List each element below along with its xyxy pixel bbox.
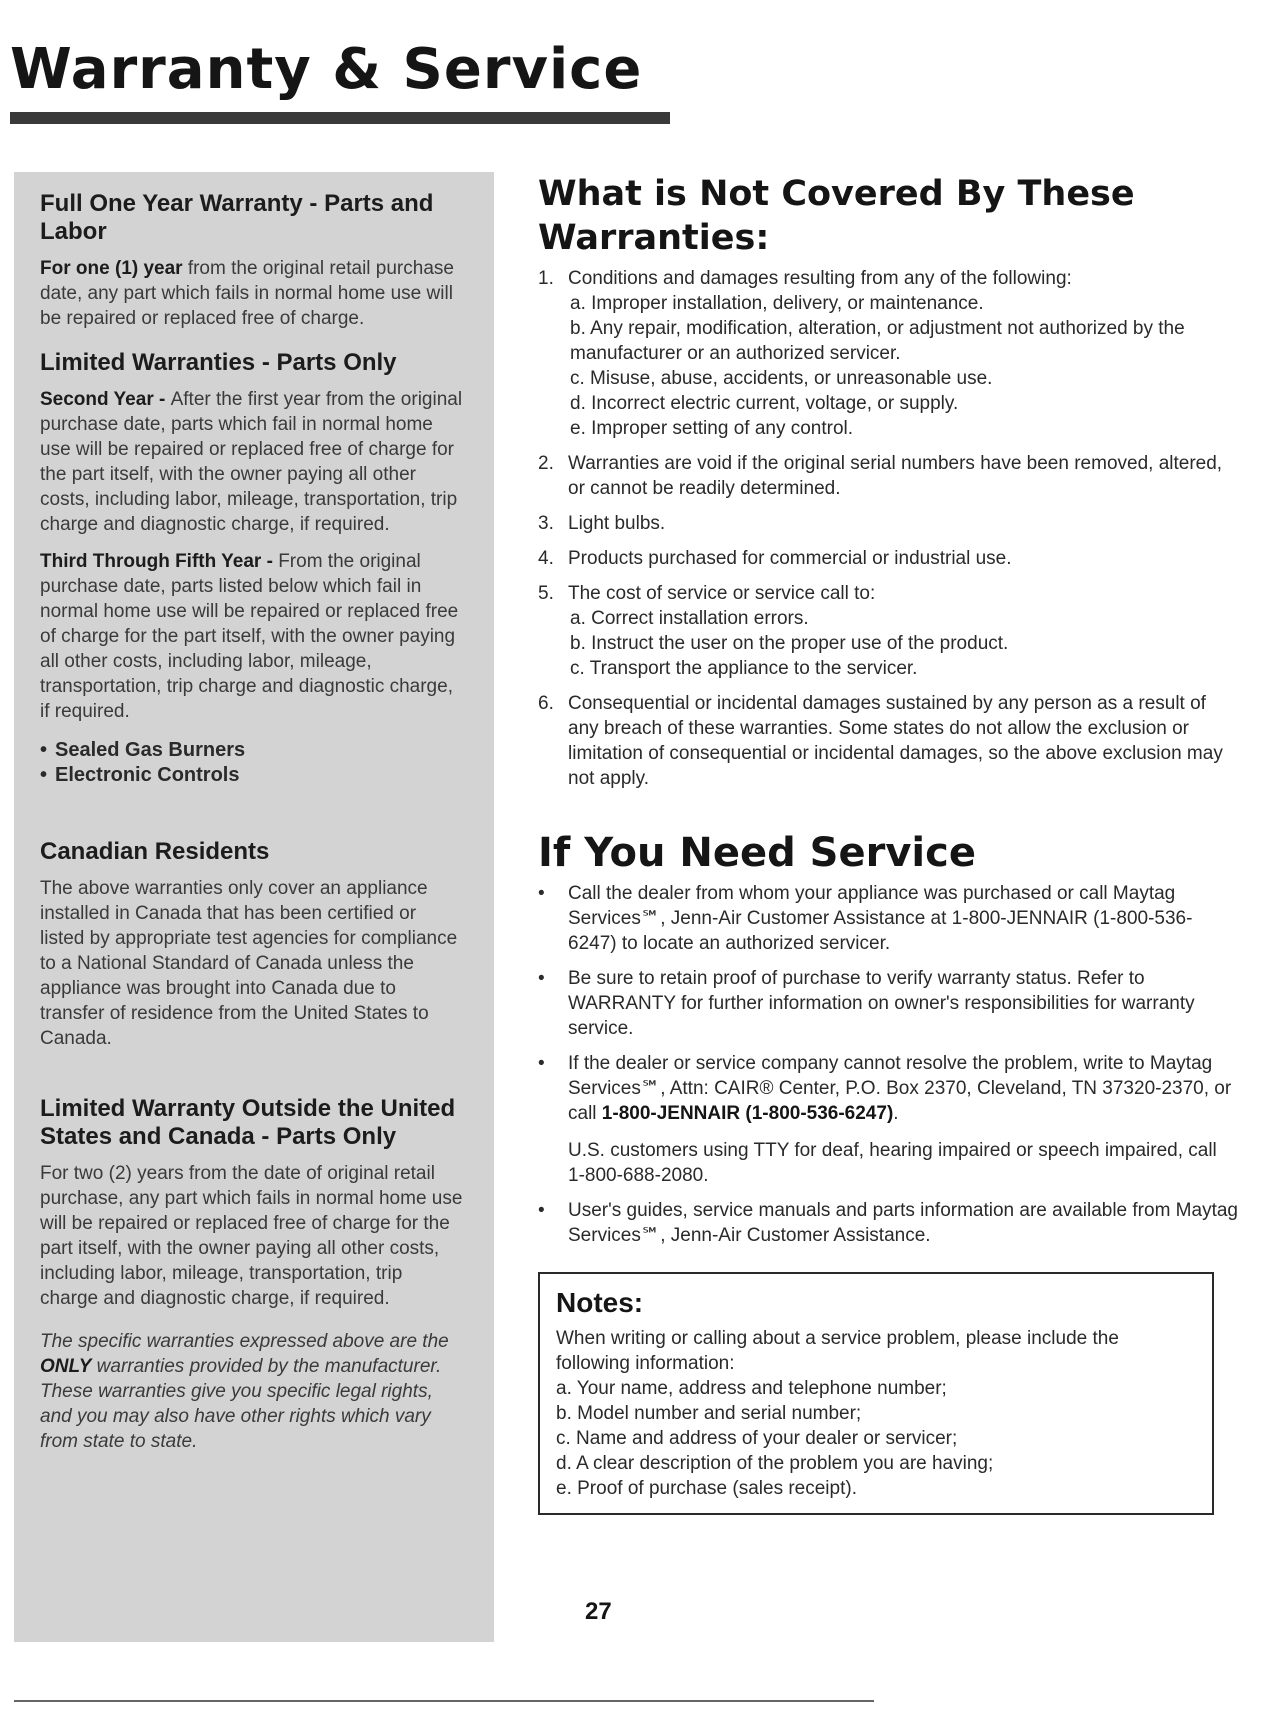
second-year-text: [40, 387, 464, 537]
outside-us-section: [40, 1095, 464, 1454]
service-list: [538, 881, 1238, 1248]
covered-parts-list: [40, 738, 464, 788]
sub-list-item: c. Misuse, abuse, accidents, or unreasonable use.: [570, 368, 993, 389]
list-item: • Call the dealer from whom your appliance was purchased or call Maytag Services℠, Jenn-Air Customer Assistance at 1-800-JENNAIR (1-800-536-6247) to locate an authorized servicer.: [538, 883, 1193, 954]
list-item: c. Name and address of your dealer or servicer;: [556, 1428, 958, 1449]
full-year-heading: Full One Year Warranty - Parts and Labor: [40, 190, 434, 245]
sub-list-item: e. Improper setting of any control.: [570, 418, 854, 439]
service-title: If You Need Service: [538, 830, 976, 876]
sub-list-item: a. Improper installation, delivery, or maintenance.: [570, 293, 984, 314]
list-item: • Sealed Gas Burners: [40, 739, 246, 761]
sub-list-item: a. Correct installation errors.: [570, 608, 809, 629]
sub-list-item: b. Instruct the user on the proper use of the product.: [570, 633, 1009, 654]
list-item: • Be sure to retain proof of purchase to verify warranty status. Refer to WARRANTY for further information on owner's responsibilities for warranty service.: [538, 968, 1195, 1039]
third-fifth-body: From the original purchase date, parts listed below which fail in normal home use will be repaired or replaced free of charge for the part itself, with the owner paying all other costs, including labor, mileage, transportation, trip charge and diagnostic charge, if required.: [40, 551, 459, 722]
canadian-residents-section: [40, 838, 464, 1051]
full-year-body: from the original retail purchase date, any part which fails in normal home use will be repaired or replaced free of charge.: [40, 258, 454, 329]
second-year-body: After the first year from the original purchase date, parts which fail in normal home use will be repaired or replaced free of charge for the part itself, with the owner paying all other costs, including labor, mileage, transportation, trip charge and diagnostic charge, if required.: [40, 389, 463, 535]
list-item: 3. Light bulbs.: [538, 513, 666, 534]
outside-heading: Limited Warranty Outside the United States and Canada - Parts Only: [40, 1095, 456, 1150]
not-covered-list: [538, 266, 1238, 791]
notes-box: [538, 1272, 1214, 1515]
bottom-rule: [14, 1700, 874, 1702]
legal-rights-note: The specific warranties expressed above are the ONLY warranties provided by the manufacturer. These warranties give you specific legal rights, and you may also have other rights which vary from state to state.: [40, 1331, 449, 1452]
notes-title: Notes:: [556, 1287, 644, 1318]
list-item: b. Model number and serial number;: [556, 1403, 862, 1424]
sub-list-item: d. Incorrect electric current, voltage, or supply.: [570, 393, 959, 414]
sub-list-item: c. Transport the appliance to the servicer.: [570, 658, 918, 679]
outside-text: For two (2) years from the date of original retail purchase, any part which fails in normal home use will be repaired or replaced free of charge for the part itself, with the owner paying all other costs, including labor, mileage, transportation, trip charge and diagnostic charge, if required.: [40, 1163, 463, 1309]
tty-note: U.S. customers using TTY for deaf, hearing impaired or speech impaired, call 1-800-688-2080.: [568, 1140, 1217, 1186]
notes-intro: When writing or calling about a service problem, please include the following information:: [556, 1328, 1119, 1374]
full-year-lead: For one (1) year: [40, 258, 183, 279]
list-item: a. Your name, address and telephone number;: [556, 1378, 947, 1399]
warranty-sidebar: [14, 172, 494, 1642]
list-item: d. A clear description of the problem you are having;: [556, 1453, 994, 1474]
limited-heading: Limited Warranties - Parts Only: [40, 349, 397, 376]
list-item: 4. Products purchased for commercial or industrial use.: [538, 548, 1012, 569]
only-emphasis: ONLY: [40, 1356, 92, 1377]
title-rule: [10, 112, 670, 124]
list-item: • User's guides, service manuals and parts information are available from Maytag Services℠, Jenn-Air Customer Assistance.: [538, 1200, 1238, 1246]
limited-warranties-section: [40, 349, 464, 788]
list-item: • Electronic Controls: [40, 764, 240, 786]
page-title: Warranty & Service: [10, 37, 643, 102]
second-year-lead: Second Year -: [40, 389, 171, 410]
list-item: • If the dealer or service company cannot resolve the problem, write to Maytag Services℠, Attn: CAIR® Center, P.O. Box 2370, Cleveland, TN 37320-2370, or call 1-800-JENNAIR (1-800-536-6247). U.S. customers using TTY for deaf, hearing impaired or speech impaired, call 1-800-688-2080.: [538, 1051, 1238, 1188]
canadian-heading: Canadian Residents: [40, 838, 270, 865]
list-item: 6. Consequential or incidental damages sustained by any person as a result of any breach of these warranties. Some states do not allow the exclusion or limitation of consequential or incidental damages, so the above exclusion may not apply.: [538, 693, 1223, 789]
canadian-text: The above warranties only cover an appliance installed in Canada that has been certified or listed by appropriate test agencies for compliance to a National Standard of Canada unless the appliance was brought into Canada due to transfer of residence from the United States to Canada.: [40, 878, 458, 1049]
full-year-text: [40, 256, 464, 331]
list-item: 2. Warranties are void if the original serial numbers have been removed, altered, or cannot be readily determined.: [538, 453, 1223, 499]
list-item: e. Proof of purchase (sales receipt).: [556, 1478, 857, 1499]
sub-list-item: b. Any repair, modification, alteration, or adjustment not authorized by the manufacturer or an authorized servicer.: [570, 318, 1185, 364]
list-item: 5. The cost of service or service call to: a. Correct installation errors. b. Instruct the user on the proper use of the product. c. Transport the appliance to the servicer.: [538, 581, 1238, 681]
page-number: 27: [585, 1598, 612, 1625]
list-item: 1. Conditions and damages resulting from any of the following: a. Improper installation, delivery, or maintenance. b. Any repair, modification, alteration, or adjustment not authorized by the manufacturer or an authorized servicer. c. Misuse, abuse, accidents, or unreasonable use. d. Incorrect electric current, voltage, or supply. e. Improper setting of any control.: [538, 266, 1238, 441]
third-fifth-lead: Third Through Fifth Year -: [40, 551, 279, 572]
main-column: [538, 172, 1238, 1515]
not-covered-title: What is Not Covered By These Warranties:: [538, 174, 1135, 258]
full-year-warranty-section: [40, 190, 464, 331]
third-fifth-year-text: [40, 549, 464, 724]
phone-number: 1-800-JENNAIR (1-800-536-6247): [601, 1103, 894, 1124]
